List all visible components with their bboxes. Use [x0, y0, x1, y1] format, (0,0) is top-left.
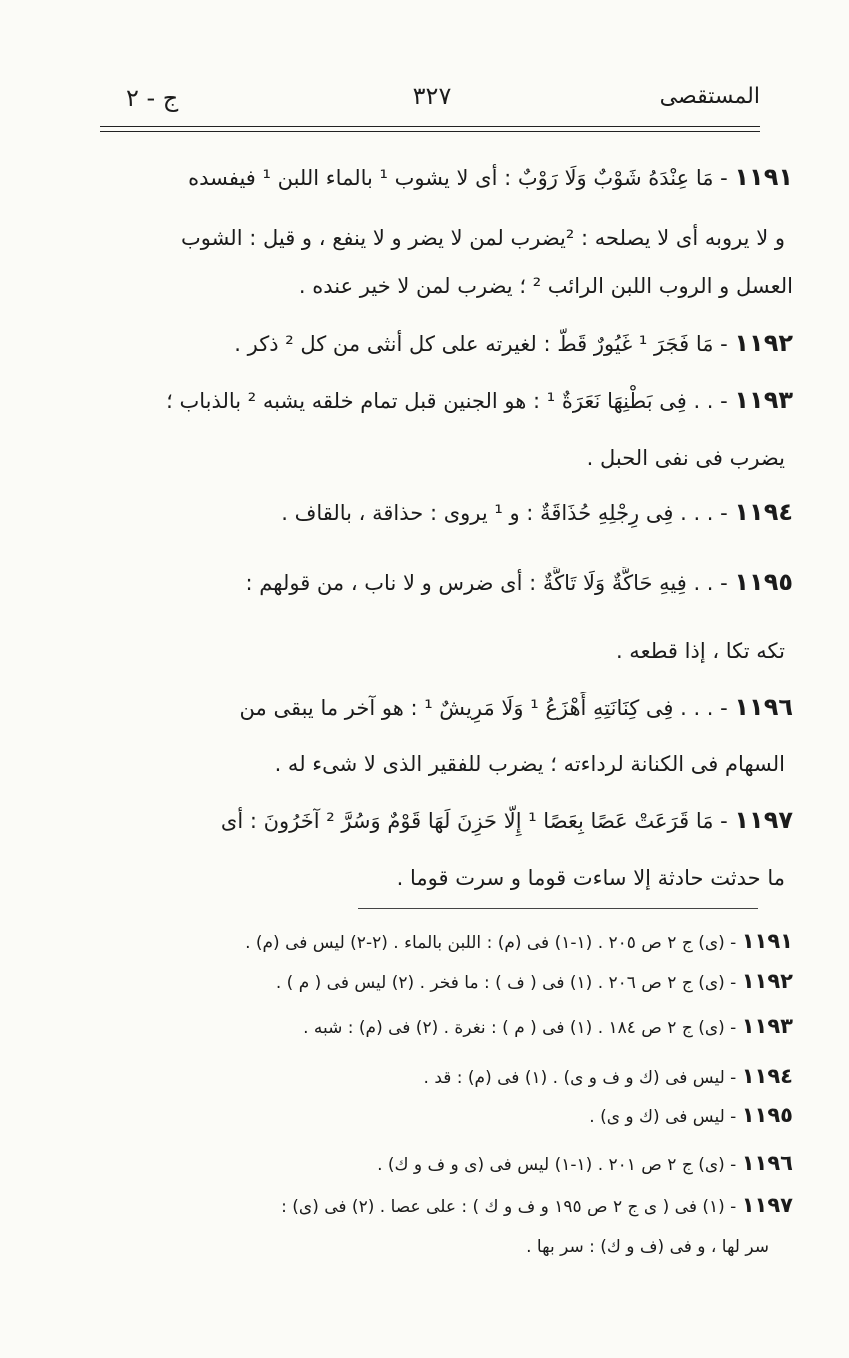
line-text: - مَا قَرَعَتْ عَصًا بِعَصًا ¹ إِلَّا حَزِنَ لَهَا قَوْمٌ وَسُرَّ ² آخَرُونَ : أى	[220, 809, 735, 833]
line-text: - مَا عِنْدَهُ شَوْبٌ وَلَا رَوْبٌ : أى لا يشوب ¹ بالماء اللبن ¹ فيفسده	[188, 166, 735, 190]
footnote-separator	[358, 908, 758, 909]
line-text: العسل و الروب اللبن الرائب ² ؛ يضرب لمن لا خير عنده .	[298, 274, 793, 298]
line-text: ما حدثت حادثة إلا ساءت قوما و سرت قوما .	[396, 866, 785, 890]
footnote-text: - (١) فى ( ى ج ٢ ص ١٩٥ و ف و ك ) : على عصا . (٢) فى (ى) :	[281, 1197, 742, 1217]
entry-number: ١١٩٧	[734, 806, 793, 834]
line-text: تكه تكا ، إذا قطعه .	[615, 639, 785, 663]
text-line	[104, 497, 793, 528]
volume-label: ج - ٢	[126, 84, 179, 112]
footnote-text: سر لها ، و فى (ف و ك) : سر بها .	[526, 1237, 769, 1257]
entry-number: ١١٩٢	[734, 329, 793, 357]
line-text: - مَا فَجَرَ ¹ غَيُورٌ قَطُّ : لغيرته على كل أنثى من كل ² ذكر .	[234, 332, 735, 356]
footnote-text: - (ى) ج ٢ ص ٢٠٥ . (١-١) فى (م) : اللبن بالماء . (٢-٢) ليس فى (م) .	[245, 933, 742, 953]
line-text: - . . فِى بَطْنِهَا نَعَرَةٌ ¹ : هو الجنين قبل تمام خلقه يشبه ² بالذباب ؛	[166, 389, 735, 413]
footnote-number: ١١٩٦	[741, 1151, 793, 1175]
entry-number: ١١٩٦	[734, 693, 793, 721]
text-line	[104, 328, 793, 359]
footnote-line	[104, 1232, 769, 1260]
line-text: - . . . فِى كِنَانَتِهِ أَهْزَعُ ¹ وَلَا مَرِيشٌ ¹ : هو آخر ما يبقى من	[239, 696, 735, 720]
entry-number: ١١٩٣	[734, 386, 793, 414]
footnote-number: ١١٩١	[741, 929, 793, 953]
text-line	[104, 442, 785, 473]
footnote-number: ١١٩٧	[741, 1193, 793, 1217]
text-line	[104, 270, 793, 301]
page-number: ٣٢٧	[412, 82, 452, 110]
footnote-line	[104, 1150, 793, 1178]
footnote-line	[104, 1063, 793, 1091]
text-line	[104, 692, 793, 723]
entry-number: ١١٩٥	[734, 568, 793, 596]
line-text: يضرب فى نفى الحبل .	[586, 446, 785, 470]
entry-number: ١١٩٤	[734, 498, 793, 526]
footnote-line	[104, 928, 793, 956]
footnote-number: ١١٩٣	[741, 1014, 793, 1038]
footnote-line	[104, 1013, 793, 1041]
text-line	[104, 748, 785, 779]
footnote-number: ١١٩٢	[741, 969, 793, 993]
text-line	[104, 222, 785, 253]
footnote-text: - ليس فى (ك و ى) .	[589, 1107, 742, 1127]
footnote-line	[104, 1192, 793, 1220]
text-line	[104, 862, 785, 893]
line-text: - . . . فِى رِجْلِهِ حُذَاقَةٌ : و ¹ يروى : حذاقة ، بالقاف .	[281, 501, 735, 525]
footnote-line	[104, 1102, 793, 1130]
footnote-text: - (ى) ج ٢ ص ١٨٤ . (١) فى ( م ) : نغرة . (٢) فى (م) : شبه .	[303, 1018, 742, 1038]
footnote-line	[104, 968, 793, 996]
footnote-number: ١١٩٥	[741, 1103, 793, 1127]
text-line	[104, 567, 793, 598]
line-text: السهام فى الكنانة لرداءته ؛ يضرب للفقير الذى لا شىء له .	[274, 752, 785, 776]
footnote-text: - ليس فى (ك و ف و ى) . (١) فى (م) : قد .	[423, 1068, 742, 1088]
text-line	[104, 162, 793, 193]
footnote-text: - (ى) ج ٢ ص ٢٠٦ . (١) فى ( ف ) : ما فخر . (٢) ليس فى ( م ) .	[275, 973, 742, 993]
text-line	[104, 385, 793, 416]
book-title: المستقصى	[659, 84, 760, 109]
footnote-text: - (ى) ج ٢ ص ٢٠١ . (١-١) ليس فى (ى و ف و ك) .	[377, 1155, 742, 1175]
footnote-number: ١١٩٤	[741, 1064, 793, 1088]
line-text: و لا يروبه أى لا يصلحه : ²يضرب لمن لا يضر و لا ينفع ، و قيل : الشوب	[180, 226, 785, 250]
text-line	[104, 635, 785, 666]
entry-number: ١١٩١	[734, 163, 793, 191]
line-text: - . . فِيهِ حَاكَّةٌ وَلَا تَاكَّةٌ : أى ضرس و لا ناب ، من قولهم :	[245, 571, 735, 595]
text-line	[104, 805, 793, 836]
